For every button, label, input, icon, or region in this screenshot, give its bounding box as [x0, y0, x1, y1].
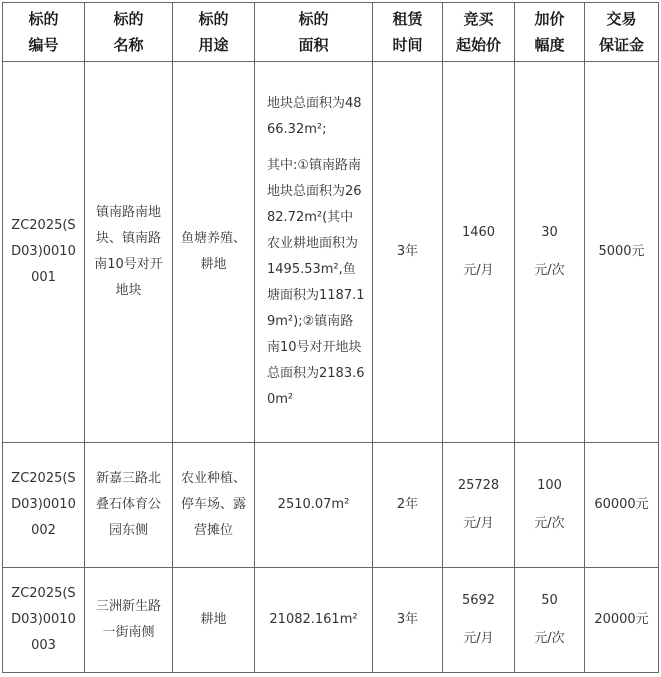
lease-term-cell: 3年 — [373, 568, 443, 673]
header-lot-name: 标的 名称 — [85, 3, 173, 62]
area-total-text: 地块总面积为4866.32m²; — [267, 96, 362, 137]
header-lot-area: 标的 面积 — [255, 3, 373, 62]
lot-area-cell: 2510.07m² — [255, 443, 373, 568]
header-starting-price: 竞买 起始价 — [443, 3, 515, 62]
deposit-cell: 60000元 — [585, 443, 659, 568]
table-header-row — [3, 3, 659, 62]
lot-use-cell: 农业种植、停车场、露营摊位 — [173, 443, 255, 568]
lot-use-cell: 鱼塘养殖、耕地 — [173, 62, 255, 443]
header-lease-term: 租赁 时间 — [373, 3, 443, 62]
table-row — [3, 443, 659, 568]
auction-lot-table — [2, 2, 659, 673]
lot-code-cell: ZC2025(SD03)0010002 — [3, 443, 85, 568]
lot-name-cell: 新嘉三路北叠石体育公园东侧 — [85, 443, 173, 568]
starting-price-cell: 25728 元/月 — [443, 443, 515, 568]
deposit-cell: 20000元 — [585, 568, 659, 673]
deposit-cell: 5000元 — [585, 62, 659, 443]
area-detail-text: 其中:①镇南路南地块总面积为2682.72m²(其中农业耕地面积为1495.53m²,鱼塘面积为1187.19m²);②镇南路南10号对开地块总面积为2183.60m² — [267, 158, 365, 407]
table-row — [3, 568, 659, 673]
lot-use-cell: 耕地 — [173, 568, 255, 673]
lease-term-cell: 3年 — [373, 62, 443, 443]
lot-name-cell: 镇南路南地块、镇南路南10号对开地块 — [85, 62, 173, 443]
lot-area-cell — [255, 62, 373, 443]
lot-area-cell: 21082.161m² — [255, 568, 373, 673]
starting-price-cell: 1460 元/月 — [443, 62, 515, 443]
bid-increment-cell: 100 元/次 — [515, 443, 585, 568]
lot-code-cell: ZC2025(SD03)0010003 — [3, 568, 85, 673]
bid-increment-cell: 50 元/次 — [515, 568, 585, 673]
lease-term-cell: 2年 — [373, 443, 443, 568]
starting-price-cell: 5692 元/月 — [443, 568, 515, 673]
lot-name-cell: 三洲新生路一街南侧 — [85, 568, 173, 673]
table-row — [3, 62, 659, 443]
bid-increment-cell: 30 元/次 — [515, 62, 585, 443]
header-lot-use: 标的 用途 — [173, 3, 255, 62]
header-lot-code: 标的 编号 — [3, 3, 85, 62]
header-deposit: 交易 保证金 — [585, 3, 659, 62]
header-bid-increment: 加价 幅度 — [515, 3, 585, 62]
lot-code-cell: ZC2025(SD03)0010001 — [3, 62, 85, 443]
